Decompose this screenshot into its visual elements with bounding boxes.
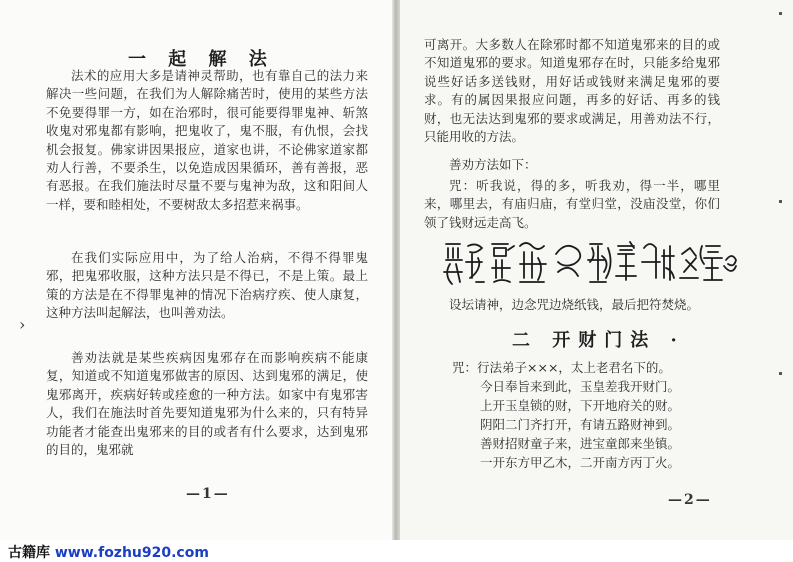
- talisman-note: 设坛请神，边念咒边烧纸钱，最后把符焚烧。: [449, 297, 700, 312]
- site-url[interactable]: www.fozhu920.com: [54, 545, 209, 561]
- scan-speck: [779, 12, 782, 15]
- talisman-script-image: [440, 236, 740, 290]
- spell-line: 上开玉皇锁的财，下开地府关的财。: [480, 398, 681, 413]
- left-paragraph-3: 善劝法就是某些疾病因鬼邪存在而影响疾病不能康复，知道或不知道鬼邪做害的原因、达到鬼邪的满足，使鬼邪离开，疾病好转或痊愈的一种方法。如家中有鬼邪害人，我们在施法时首先要知道鬼邪为什么来的，只有特异功能者才能查出鬼邪来的目的或者有什么要求，达到鬼邪的目的，鬼邪就: [46, 350, 368, 458]
- left-paragraph-2: 在我们实际应用中，为了给人治病，不得不得罪鬼邪，把鬼邪收服，这种方法只是不得已，不是上策。最上策的方法是在不得罪鬼神的情况下治病疗疾、使人康复，这种方法叫起解法，也叫善劝法。: [46, 250, 368, 321]
- margin-mark: ›: [19, 315, 26, 334]
- left-paragraph-1: 法术的应用大多是请神灵帮助，也有靠自己的法力来解决一些问题，在我们为人解除痛苦时，使用的某些方法不免要得罪一方，如在治邪时，很可能要得罪鬼神、斩煞收鬼对邪鬼都有影响，把鬼收了，鬼不服，有仇恨，会找机会报复。佛家讲因果报应，道家也讲，不论佛家道家都劝人行善，不要杀生，以免造成因果循环，善有善报，恶有恶报。在我们施法时尽量不要与鬼神为敌，这和阳间人一样，要和睦相处，不要树敌太多招惹来祸事。: [46, 68, 368, 212]
- site-watermark[interactable]: [8, 542, 209, 562]
- scan-speck: [779, 200, 782, 203]
- site-name: 古籍库: [8, 545, 50, 561]
- spell-line: 咒：行法弟子×××，太上老君名下的。: [452, 360, 671, 375]
- spell-line: 一开东方甲乙木，二开南方丙丁火。: [480, 455, 681, 470]
- footer-bar: [0, 540, 793, 561]
- spell-line: 今日奉旨来到此，玉皇差我开财门。: [480, 379, 681, 394]
- right-paragraph-continued: 可离开。大多数人在除邪时都不知道鬼邪来的目的或不知道鬼邪的要求。知道鬼邪存在时，只能多给鬼邪说些好话多送钱财，用好话或钱财来满足鬼邪的要求。有的属因果报应问题，再多的好话、再多的钱财，也无法达到鬼邪的要求或满足，用善劝法不行，只能用收的方法。: [424, 37, 720, 145]
- section-title-open-wealth-gate: 二 开财门法 ·: [512, 330, 685, 351]
- incantation-text: 咒：听我说，得的多，听我劝，得一半，哪里来，哪里去，有庙归庙，有堂归堂，没庙没堂，你们领了钱财远走高飞。: [424, 178, 720, 230]
- right-page-number: —2—: [668, 492, 712, 508]
- spell-line: 阴阳二门齐打开，有请五路财神到。: [480, 417, 681, 432]
- left-page-title: 一 起 解 法: [128, 49, 275, 70]
- method-intro: 善劝方法如下：: [449, 157, 537, 172]
- talisman-script-drawing: [440, 236, 740, 290]
- spell-verse: [452, 358, 680, 472]
- scan-speck: [779, 372, 782, 375]
- left-page-number: —1—: [186, 486, 230, 502]
- book-gutter: [392, 0, 400, 545]
- spell-line: 善财招财童子来，进宝童郎来坐镇。: [480, 436, 681, 451]
